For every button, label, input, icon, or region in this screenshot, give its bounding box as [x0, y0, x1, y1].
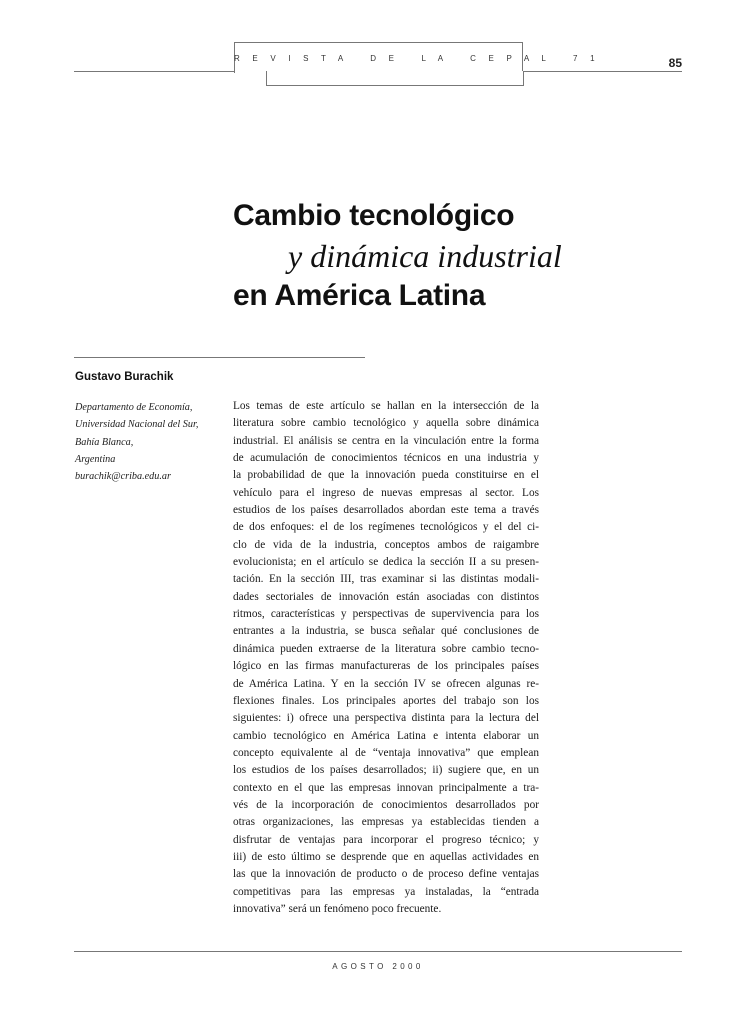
abstract-line: concepto equivalente al de “ventaja innovativa” que emplean: [233, 746, 539, 759]
abstract-line: disfrutar de ventajas para incorporar el progreso técnico; y: [233, 833, 539, 846]
abstract-line: las que la innovación de producto o de proceso define ventajas: [233, 868, 539, 881]
abstract-line: dades sectoriales de innovación están asociadas con distintos: [233, 590, 539, 603]
title-line-1: Cambio tecnológico: [233, 199, 515, 232]
abstract: [233, 398, 539, 918]
abstract-line: la probabilidad de que la innovación pueda constituirse en el: [233, 469, 539, 482]
abstract-line: contexto en el que las empresas innovan principalmente a tra-: [233, 781, 539, 794]
affiliation-line: Bahía Blanca,: [75, 436, 134, 448]
abstract-line: clo de vida de la industria, conceptos ambos de raigambre: [233, 538, 539, 551]
abstract-line: innovativa” será un fenómeno poco frecuente.: [233, 902, 442, 915]
author-name: Gustavo Burachik: [75, 371, 174, 383]
abstract-line: de dos enfoques: el de los regímenes tecnológicos y el del ci-: [233, 521, 539, 534]
abstract-line: de América Latina. Y en la sección IV se ofrecen algunas re-: [233, 677, 539, 690]
author-email: burachik@criba.edu.ar: [75, 471, 171, 483]
page-number: 85: [668, 56, 682, 70]
abstract-line: competitivas para las empresas ya instaladas, la “entrada: [233, 885, 539, 898]
header-tab: [266, 71, 524, 86]
abstract-line: flexiones finales. Los principales aportes del trabajo son los: [233, 694, 539, 707]
abstract-line: los estudios de los países desarrollados; ii) sugiere que, en un: [233, 764, 539, 777]
abstract-line: de acumulación de conocimientos técnicos en una industria y: [233, 452, 539, 465]
abstract-line: vés de la incorporación de conocimientos desarrollados por: [233, 798, 539, 811]
affiliation-line: Departamento de Economía,: [75, 402, 193, 413]
abstract-line: otras organizaciones, las empresas ya establecidas tienden a: [233, 816, 539, 829]
author-affiliation: [75, 399, 225, 485]
abstract-line: siguientes: i) ofrece una perspectiva distinta para la lectura del: [233, 712, 539, 725]
abstract-line: vehículo para el ingreso de nuevas empresas al sector. Los: [233, 486, 539, 499]
abstract-line: lógico en las firmas manufactureras de los principales países: [233, 660, 539, 673]
abstract-line: cambio tecnológico en América Latina e intenta elaborar un: [233, 729, 539, 742]
abstract-line: entrantes a la industria, se busca señalar qué conclusiones de: [233, 625, 539, 638]
abstract-line: tación. En la sección III, tras examinar si las distintas modali-: [233, 573, 539, 586]
title-line-3: en América Latina: [233, 279, 486, 312]
title-line-2: y dinámica industrial: [288, 238, 562, 274]
affiliation-line: Universidad Nacional del Sur,: [75, 419, 199, 431]
abstract-line: literatura sobre cambio tecnológico y aquella sobre dinámica: [233, 417, 539, 430]
journal-name: R E V I S T A D E L A C E P A L 7 1: [234, 54, 600, 63]
affiliation-line: Argentina: [75, 453, 116, 465]
abstract-line: dinámica pueden extraerse de la literatura sobre cambio tecno-: [233, 642, 539, 655]
abstract-line: Los temas de este artículo se hallan en la intersección de la: [233, 400, 539, 412]
abstract-line: industrial. El análisis se centra en la vinculación entre la forma: [233, 434, 539, 447]
footer-rule: [74, 951, 682, 952]
abstract-line: iii) de esto último se desprende que en aquellas actividades en: [233, 850, 539, 863]
title-separator: [74, 357, 365, 358]
abstract-line: evolucionista; en el artículo se dedica la sección II a su presen-: [233, 556, 539, 569]
issue-date: AGOSTO 2000: [332, 962, 424, 971]
abstract-line: estudios de los países desarrollados abordan este tema a través: [233, 504, 539, 517]
abstract-line: ritmos, características y perspectivas de supervivencia para los: [233, 608, 539, 621]
